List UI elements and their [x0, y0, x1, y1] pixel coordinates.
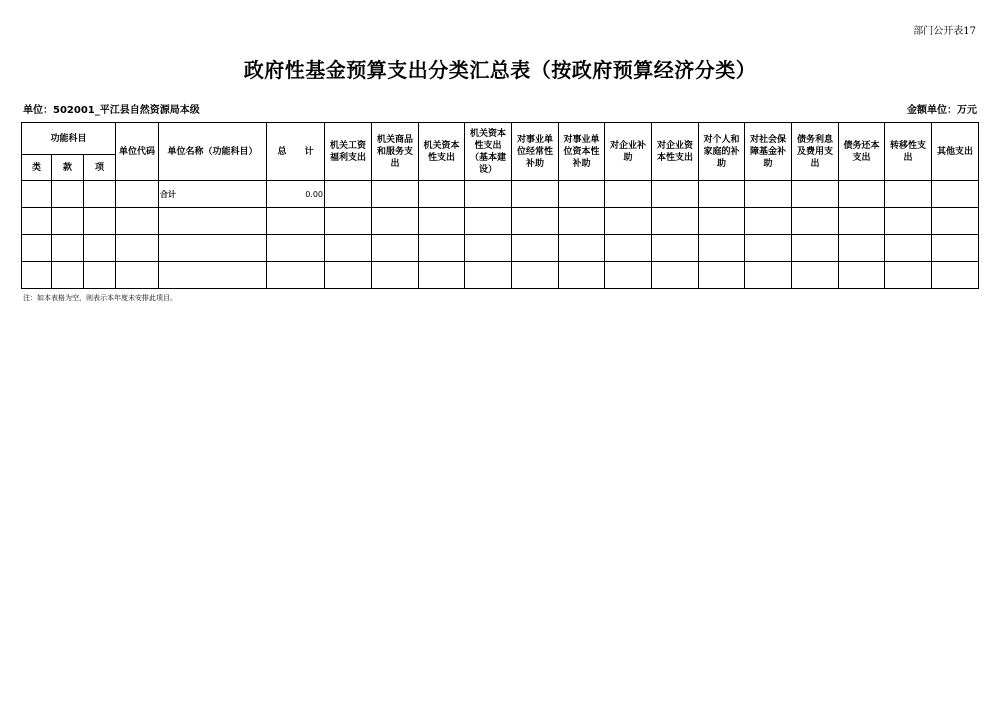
total-row-value: 0.00 — [267, 181, 325, 208]
header-col-1: 机关工资福利支出 — [325, 123, 372, 181]
header-unit-name: 单位名称（功能科目） — [159, 123, 267, 181]
header-function-subject: 功能科目 — [22, 123, 116, 155]
header-col-13: 转移性支出 — [885, 123, 932, 181]
table-row — [22, 208, 979, 235]
total-row-label: 合计 — [159, 181, 267, 208]
amount-unit: 金额单位：万元 — [907, 105, 977, 116]
header-col-3: 机关资本性支出 — [419, 123, 465, 181]
header-col-4: 机关资本性支出（基本建设） — [465, 123, 512, 181]
header-unit-code: 单位代码 — [116, 123, 159, 181]
page-id: 部门公开表17 — [913, 26, 976, 37]
header-col-9: 对个人和家庭的补助 — [699, 123, 745, 181]
page-title: 政府性基金预算支出分类汇总表（按政府预算经济分类） — [243, 58, 757, 82]
header-category: 类 — [22, 155, 52, 181]
header-item: 项 — [84, 155, 116, 181]
header-col-7: 对企业补助 — [605, 123, 652, 181]
total-row — [22, 181, 979, 208]
budget-table — [21, 122, 979, 289]
header-col-10: 对社会保障基金补助 — [745, 123, 792, 181]
header-section: 款 — [52, 155, 84, 181]
header-col-6: 对事业单位资本性补助 — [559, 123, 605, 181]
unit-line: 单位：502001_平江县自然资源局本级 — [23, 105, 200, 116]
header-total: 总 计 — [267, 123, 325, 181]
header-col-14: 其他支出 — [932, 123, 979, 181]
header-col-8: 对企业资本性支出 — [652, 123, 699, 181]
table-row — [22, 262, 979, 289]
header-col-2: 机关商品和服务支出 — [372, 123, 419, 181]
header-col-12: 债务还本支出 — [839, 123, 885, 181]
header-col-5: 对事业单位经常性补助 — [512, 123, 559, 181]
footnote: 注：如本表格为空，则表示本年度未安排此项目。 — [23, 294, 177, 302]
table-row — [22, 235, 979, 262]
header-col-11: 债务利息及费用支出 — [792, 123, 839, 181]
